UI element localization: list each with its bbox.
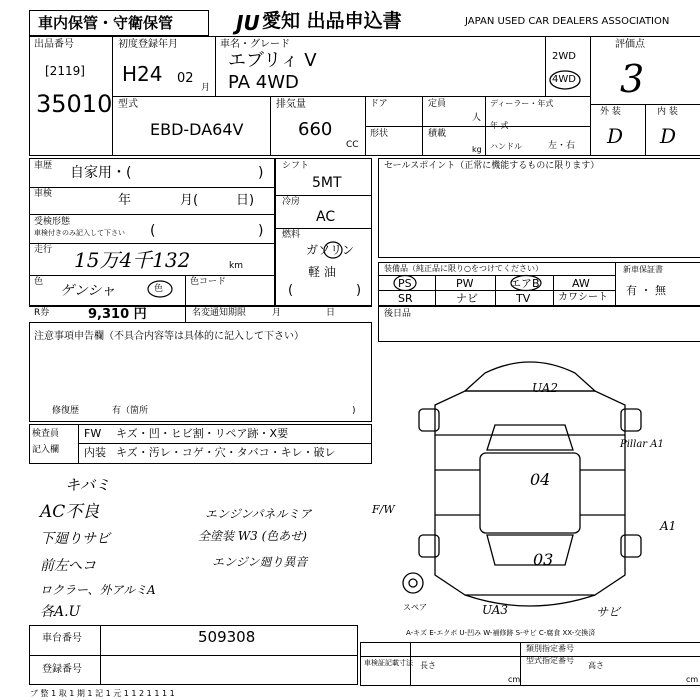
- mark-spare: スペア: [403, 603, 427, 612]
- capacity-unit: 人: [472, 113, 482, 123]
- mark-front: 03: [533, 550, 554, 569]
- recycle-fee-label: R券: [34, 308, 50, 318]
- note-2: AC不良: [40, 502, 100, 522]
- score-int-value: D: [660, 124, 677, 148]
- spec-model-no: 型式指定番号: [526, 656, 574, 665]
- drive-2wd: 2WD: [552, 51, 576, 62]
- note-5: ロクラー、外アルミA: [40, 583, 156, 597]
- selling-point-block: [378, 158, 700, 258]
- mark-right-mid: A1: [660, 519, 677, 533]
- inspection-month: 月(: [180, 193, 199, 208]
- inspector-row2: キズ・汚レ・コゲ・穴・タバコ・キレ・破レ: [116, 446, 336, 459]
- recycle-note: 車検付きのみ記入して下さい: [34, 229, 125, 237]
- vehicle-name: エブリィ V: [228, 50, 317, 71]
- doors-label: ドア: [370, 99, 388, 109]
- inspector-row2-head: 内装: [84, 446, 106, 459]
- note-6: 各A.U: [40, 604, 81, 620]
- equip-ps: PS: [398, 277, 412, 290]
- mileage-value: 15万4千132: [74, 248, 191, 272]
- shape-label: 形状: [370, 129, 389, 139]
- score-ext-value: D: [607, 124, 624, 148]
- vehicle-grade: PA 4WD: [228, 72, 299, 93]
- equipment-label: 装備品（純正品に限り○をつけてください）: [384, 264, 543, 273]
- mark-center: 04: [530, 470, 551, 489]
- reg-number-label: 登録番号: [42, 664, 82, 675]
- ac-value: AC: [316, 209, 336, 225]
- damage-legend: A-キズ E-エクボ U-凹み W-補修跡 S-サビ C-腐食 XX-交換済: [406, 629, 596, 637]
- mark-bottom-right: サビ: [596, 605, 621, 619]
- storage-badge: [29, 10, 209, 36]
- spec-cm-2: cm: [686, 675, 699, 684]
- color-value: ゲンシャ: [60, 283, 116, 299]
- handle-value: 左・右: [548, 141, 576, 151]
- equip-pw: PW: [456, 277, 474, 290]
- displacement-value: 660: [298, 119, 333, 140]
- equip-ps-circle: [392, 274, 418, 292]
- ju-logo-text: JU: [236, 11, 260, 35]
- fuel-close: ): [356, 283, 362, 298]
- equip-leather: カワシート: [558, 292, 608, 303]
- equip-tv: TV: [516, 292, 531, 305]
- registration-month: 02: [177, 71, 194, 86]
- registration-month-unit: 月: [201, 83, 211, 93]
- inspector-row1-head: FW: [84, 427, 102, 440]
- recycle-close: ): [258, 223, 264, 239]
- load-label: 積載: [428, 129, 447, 139]
- inspection-year: 年: [118, 193, 132, 208]
- note-1: キバミ: [65, 476, 111, 494]
- color-circled: 色: [154, 284, 164, 294]
- after-fit-block: [378, 306, 700, 342]
- score-ext-label: 外 装: [600, 107, 621, 117]
- fuel-gas: ガソリン: [306, 243, 355, 257]
- inspector-label-1: 検査員: [32, 429, 60, 439]
- repair-close: ): [352, 406, 356, 416]
- notice-month: 月: [272, 308, 282, 318]
- equip-airbag-circle: [508, 274, 544, 292]
- fuel-gas-circle: [322, 240, 344, 260]
- dealer-model-label: ディーラー・年式: [490, 99, 554, 108]
- recycle-fee-value: 9,310 円: [88, 307, 147, 322]
- displacement-unit: CC: [346, 140, 359, 150]
- inspector-row1: キズ・凹・ヒビ割・リペア跡・X要: [116, 427, 289, 440]
- shift-value: 5MT: [312, 175, 342, 191]
- notice-day: 日: [326, 308, 336, 318]
- spec-length: 長さ: [420, 661, 436, 670]
- mileage-label: 走行: [34, 245, 53, 255]
- lot-label: 出品番号: [34, 39, 74, 50]
- recycle-open: (: [150, 223, 156, 239]
- after-fit-label: 後日品: [384, 309, 412, 319]
- color-code-label: 色コード: [190, 277, 227, 287]
- spec-cm-1: cm: [508, 675, 521, 684]
- drive-4wd: 4WD: [552, 74, 576, 85]
- form-title: 愛知 出品申込書: [262, 10, 402, 32]
- drive-4wd-circle: [548, 69, 582, 91]
- history-value: 自家用・(: [70, 165, 132, 181]
- fuel-open: (: [288, 283, 294, 298]
- lot-number: 35010: [36, 90, 113, 118]
- note-3: 下廻りサビ: [40, 531, 110, 547]
- notice-label: 名変通知期限: [192, 308, 247, 318]
- storage-badge-text: 車内保管・守衛保管: [38, 14, 174, 32]
- equip-sr: SR: [398, 292, 413, 305]
- inspection-label: 車検: [34, 189, 53, 199]
- inspection-day: 日): [236, 193, 255, 208]
- repair-value: 有（箇所: [112, 406, 149, 416]
- chassis-value: 509308: [198, 628, 256, 646]
- remarks-label: 注意事項申告欄（不具合内容等は具体的に記入して下さい）: [34, 331, 304, 342]
- recycle-label: 受検形態: [34, 217, 71, 227]
- inspector-label-2: 記入欄: [32, 445, 60, 455]
- model-label: 型式: [118, 99, 138, 110]
- note-4: 前左へコ: [40, 558, 96, 574]
- registration-label: 初度登録年月: [118, 39, 178, 50]
- spec-height: 高さ: [588, 661, 604, 670]
- warranty-label: 新車保証書: [623, 265, 663, 274]
- vehicle-name-label: 車名・グレード: [220, 39, 290, 50]
- fuel-label: 燃料: [282, 230, 301, 240]
- capacity-label: 定員: [428, 99, 447, 109]
- warranty-value: 有 ・ 無: [626, 284, 666, 297]
- mark-bottom: UA3: [482, 603, 509, 617]
- ac-label: 冷房: [282, 197, 301, 207]
- handle-label: ハンドル: [490, 142, 522, 151]
- score-value: 3: [620, 57, 645, 101]
- model-value: EBD-DA64V: [150, 120, 244, 139]
- mark-left-mid: F/W: [372, 503, 395, 516]
- mark-right-top: Pillar A1: [620, 439, 664, 450]
- mileage-unit: km: [229, 261, 243, 271]
- lot-bracket-number: [2119]: [45, 64, 85, 78]
- displacement-label: 排気量: [276, 99, 306, 110]
- bottom-strip: ブ 整 1 取 1 期 1 記 1 元 1 1 2 1 1 1 1: [30, 689, 175, 698]
- note-right-2: 全塗装 W3 (色あせ): [198, 529, 307, 543]
- load-unit: kg: [472, 145, 482, 154]
- spec-row1: 車検証記載寸法: [364, 659, 413, 667]
- equip-airbag: エアB: [510, 277, 540, 290]
- note-right-3: エンジン廻り異音: [212, 555, 308, 569]
- equip-navi: ナビ: [456, 292, 478, 305]
- history-label: 車歴: [34, 161, 53, 171]
- score-label: 評価点: [615, 39, 645, 50]
- shift-label: シフト: [282, 161, 310, 171]
- chassis-label: 車台番号: [42, 633, 82, 644]
- color-label: 色: [34, 277, 44, 287]
- score-int-label: 内 装: [657, 107, 678, 117]
- equip-aw: AW: [572, 277, 590, 290]
- selling-point-label: セールスポイント（正常に機能するものに限ります）: [384, 161, 600, 171]
- registration-year: H24: [122, 62, 163, 86]
- repair-label: 修復歴: [52, 406, 80, 416]
- note-right-1: エンジンパネルミア: [205, 507, 312, 521]
- history-close: ): [258, 165, 264, 181]
- association-name: JAPAN USED CAR DEALERS ASSOCIATION: [465, 16, 670, 27]
- dealer-year-label: 年 式: [490, 121, 509, 130]
- fuel-diesel: 軽 油: [308, 265, 336, 279]
- mark-top: UA2: [532, 381, 559, 395]
- color-circle-mark: [146, 280, 174, 298]
- spec-type-no: 類別指定番号: [526, 644, 574, 653]
